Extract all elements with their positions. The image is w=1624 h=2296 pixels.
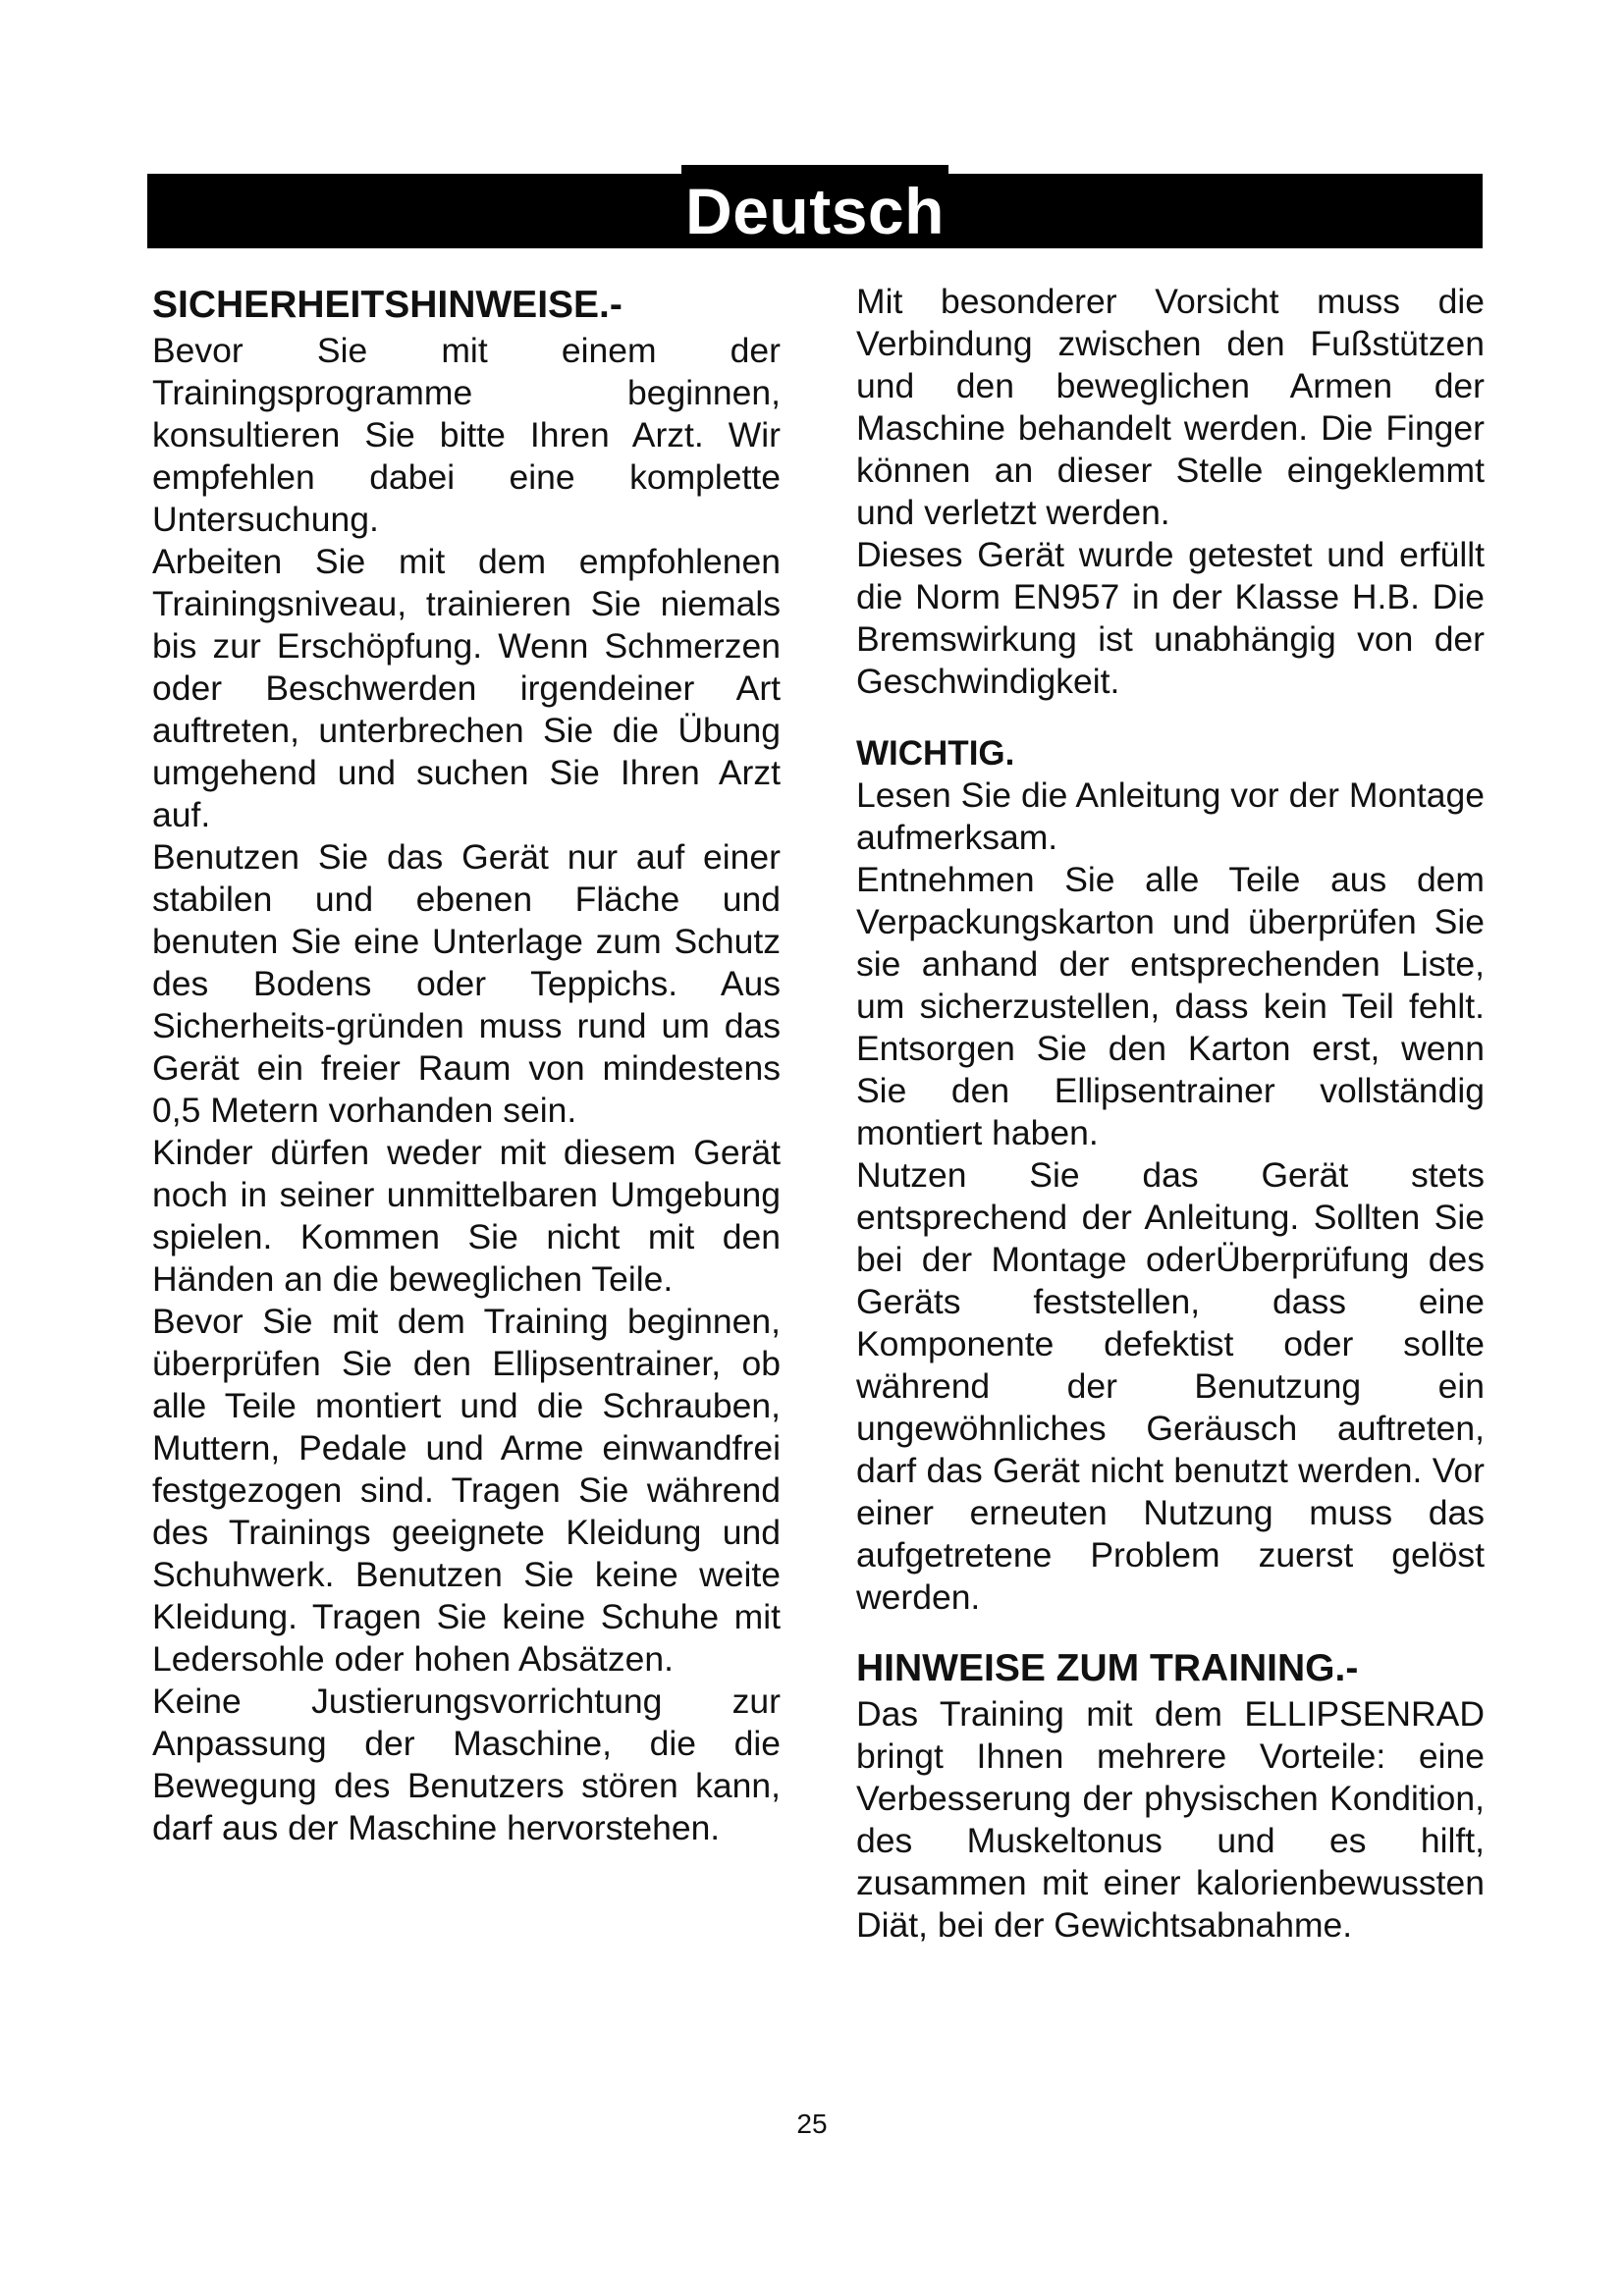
safety-paragraph-5: Bevor Sie mit dem Training beginnen, überprüfen Sie den Ellipsentrainer, ob alle Teile montiert und die Schrauben, Muttern, Pedale und Arme einwandfrei festgezogen sind. Tragen Sie während des Trainings geeignete Kleidung und Schuhwerk. Benutzen Sie keine weite Kleidung. Tragen Sie keine Schuhe mit Ledersohle oder hohen Absätzen. xyxy=(152,1302,781,1679)
safety-paragraph-4: Kinder dürfen weder mit diesem Gerät noch in seiner unmittelbaren Umgebung spielen. Kommen Sie nicht mit den Händen an die beweglichen Teile. xyxy=(152,1133,781,1299)
safety-paragraph-6: Keine Justierungsvorrichtung zur Anpassung der Maschine, die die Bewegung des Benutzers stören kann, darf aus der Maschine hervorstehen. xyxy=(152,1682,781,1847)
page-number: 25 xyxy=(796,2109,828,2139)
right-column xyxy=(856,281,1485,1947)
banner-title: Deutsch xyxy=(685,175,945,247)
safety-paragraph-3: Benutzen Sie das Gerät nur auf einer stabilen und ebenen Fläche und benuten Sie eine Unterlage zum Schutz des Bodens oder Teppichs. Aus Sicherheits-gründen muss rund um das Gerät ein freier Raum von mindestens 0,5 Metern vorhanden sein. xyxy=(152,837,781,1130)
training-heading: HINWEISE ZUM TRAINING.- xyxy=(856,1647,1359,1689)
important-heading: WICHTIG. xyxy=(856,734,1015,773)
caution-paragraph-1: Mit besonderer Vorsicht muss die Verbindung zwischen den Fußstützen und den beweglichen Armen der Maschine behandelt werden. Die Finger können an dieser Stelle eingeklemmt und verletzt werden. xyxy=(856,282,1485,532)
left-column xyxy=(152,283,781,1849)
safety-heading: SICHERHEITSHINWEISE.- xyxy=(152,284,623,326)
spacer xyxy=(856,703,1485,732)
important-paragraph-2: Entnehmen Sie alle Teile aus dem Verpackungskarton und überprüfen Sie sie anhand der entsprechenden Liste, um sicherzustellen, dass kein Teil fehlt. Entsorgen Sie den Karton erst, wenn Sie den Ellipsentrainer vollständig montiert haben. xyxy=(856,860,1485,1152)
important-paragraph-1: Lesen Sie die Anleitung vor der Montage aufmerksam. xyxy=(856,775,1485,857)
safety-paragraph-1: Bevor Sie mit einem der Trainingsprogramme beginnen, konsultieren Sie bitte Ihren Arzt. Wir empfehlen dabei eine komplette Untersuchung. xyxy=(152,331,781,539)
caution-paragraph-2: Dieses Gerät wurde getestet und erfüllt die Norm EN957 in der Klasse H.B. Die Bremswirkung ist unabhängig von der Geschwindigkeit. xyxy=(856,535,1485,701)
spacer xyxy=(856,1619,1485,1646)
safety-paragraph-2: Arbeiten Sie mit dem empfohlenen Trainingsniveau, trainieren Sie niemals bis zur Erschöpfung. Wenn Schmerzen oder Beschwerden irgendeiner Art auftreten, unterbrechen Sie die Übung umgehend und suchen Sie Ihren Arzt auf. xyxy=(152,542,781,834)
training-paragraph-1: Das Training mit dem ELLIPSENRAD bringt Ihnen mehrere Vorteile: eine Verbesserung der physischen Kondition, des Muskeltonus und es hilft, zusammen mit einer kalorienbewussten Diät, bei der Gewichtsabnahme. xyxy=(856,1694,1485,1945)
important-paragraph-3: Nutzen Sie das Gerät stets entsprechend der Anleitung. Sollten Sie bei der Montage oderÜberprüfung des Geräts feststellen, dass eine Komponente defektist oder sollte während der Benutzung ein ungewöhnliches Geräusch auftreten, darf das Gerät nicht benutzt werden. Vor einer erneuten Nutzung muss das aufgetretene Problem zuerst gelöst werden. xyxy=(856,1155,1485,1617)
language-banner xyxy=(147,174,1483,248)
